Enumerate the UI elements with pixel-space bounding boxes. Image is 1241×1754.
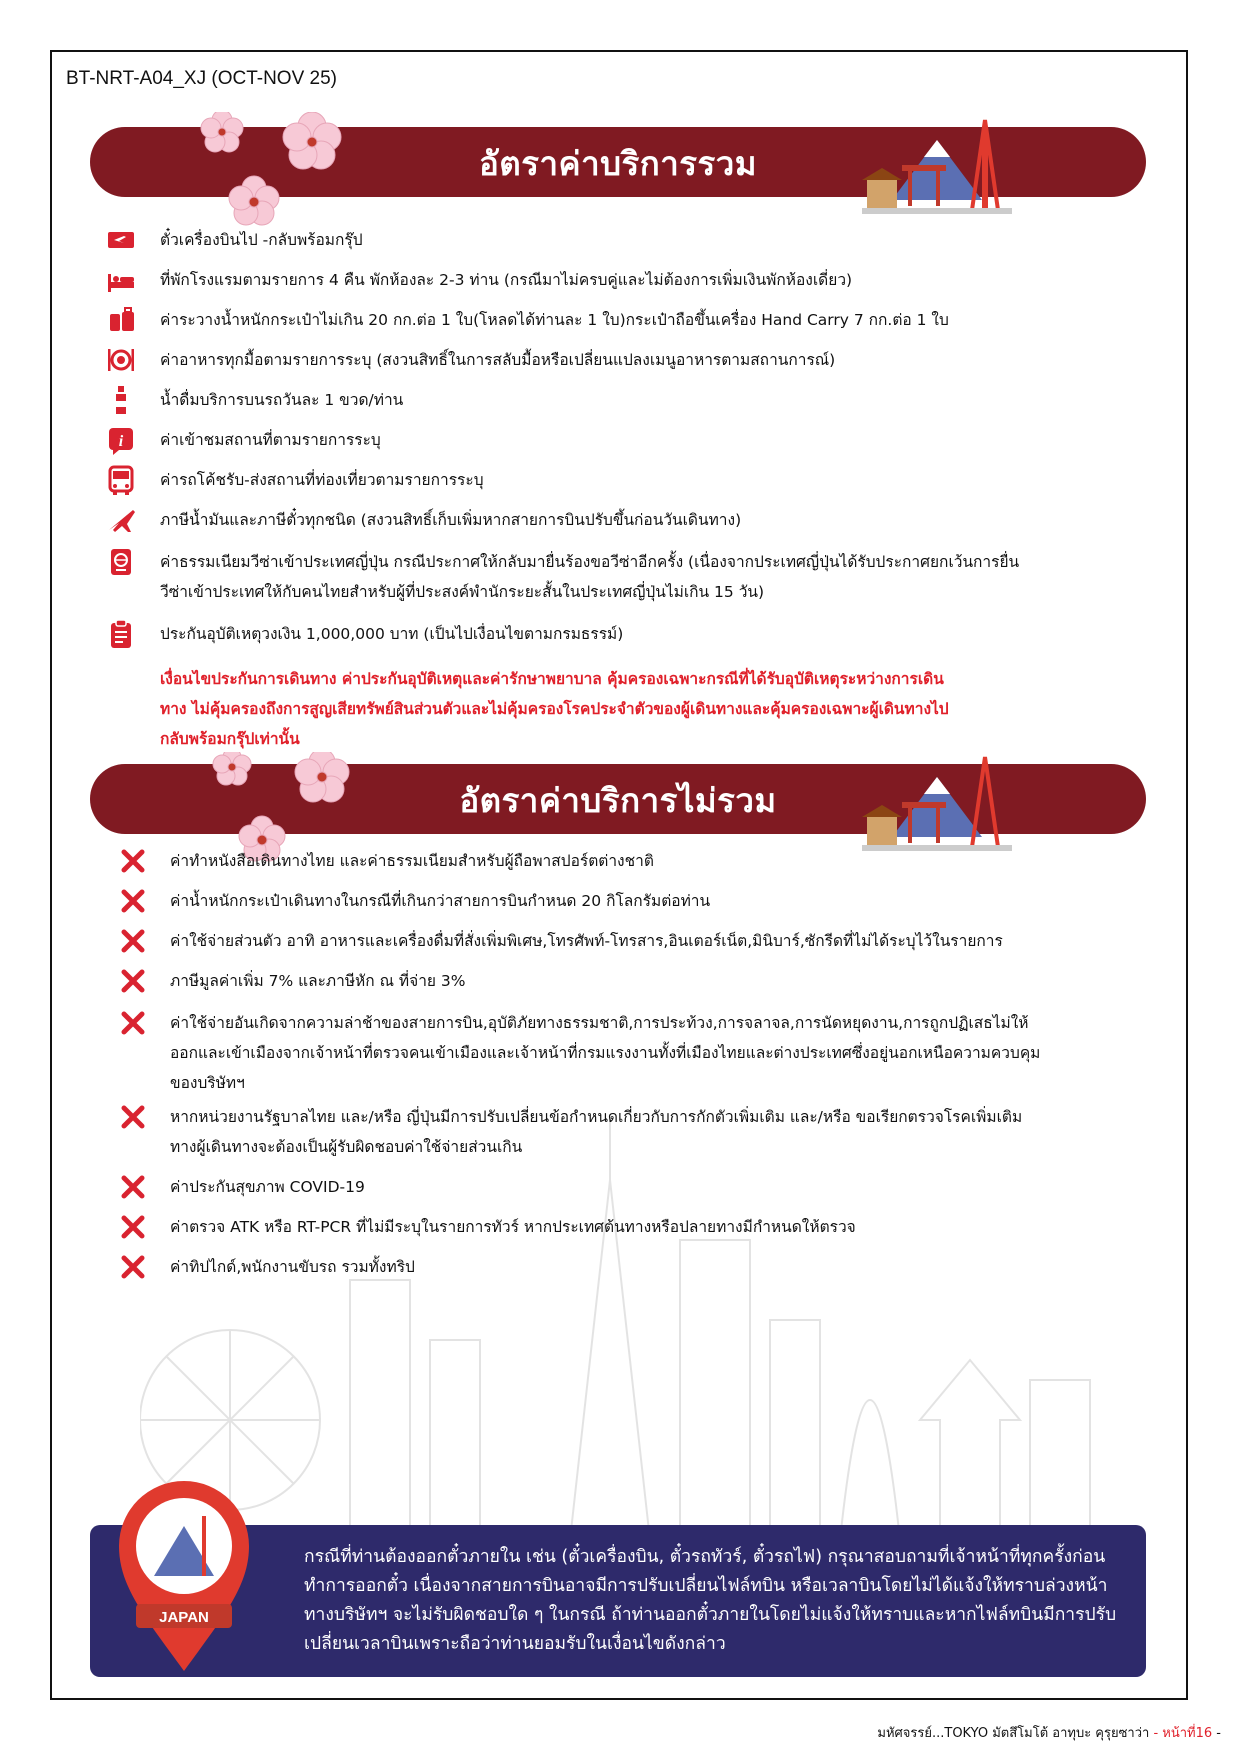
excluded-item-text: หากหน่วยงานรัฐบาลไทย และ/หรือ ญี่ปุ่นมีการปรับเปลี่ยนข้อกำหนดเกี่ยวกับการกักตัวเพิ่มเติม และ/หรือ ขอเรียกตรวจโรคเพิ่มเติม ทางผู้เดินทางจะต้องเป็นผู้รับผิดชอบค่าใช้จ่ายส่วนเกิน: [170, 1108, 1023, 1156]
cherry-blossom-icon: [192, 112, 372, 232]
included-item-text: ตั๋วเครื่องบินไป -กลับพร้อมกรุ๊ป: [160, 231, 363, 249]
page-frame: [50, 50, 1188, 1700]
ticket-icon: [105, 224, 137, 256]
included-title: อัตราค่าบริการรวม: [478, 144, 758, 183]
notice-text: กรณีที่ท่านต้องออกตั๋วภายใน เช่น (ตั๋วเครื่องบิน, ตั๋วรถทัวร์, ตั๋วรถไฟ) กรุณาสอบถามที่เจ้าหน้าที่ทุกครั้งก่อนทำการออกตั๋ว เนื่องจากสายการบินอาจมีการปรับเปลี่ยนไฟล์ทบิน หรือเวลาบินโดยไม่ได้แจ้งให้ทราบล่วงหน้า ทางบริษัทฯ จะไม่รับผิดชอบใด ๆ ในกรณี ถ้าท่านออกตั๋วภายในโดยไม่แจ้งให้ทราบและหากไฟล์ทบินมีการปรับเปลี่ยนเวลาบินเพราะถือว่าท่านยอมรับในเงื่อนไขดังกล่าว: [304, 1547, 1117, 1654]
excluded-item-text: ค่าตรวจ ATK หรือ RT-PCR ที่ไม่มีระบุในรายการทัวร์ หากประเทศต้นทางหรือปลายทางมีกำหนดให้ตรวจ: [170, 1218, 856, 1236]
bed-icon: [105, 264, 137, 296]
included-item-text: ประกันอุบัติเหตุวงเงิน 1,000,000 บาท (เป็นไปเงื่อนไขตามกรมธรรม์): [160, 625, 624, 643]
info-icon: [105, 424, 137, 456]
svg-text:i: i: [118, 433, 124, 450]
japan-landmarks-icon: [862, 110, 1012, 220]
excluded-item-text: ค่าทิปไกด์,พนักงานขับรถ รวมทั้งทริป: [170, 1258, 415, 1276]
bus-icon: [105, 464, 137, 496]
excluded-item-text: ค่าประกันสุขภาพ COVID-19: [170, 1178, 365, 1196]
cross-icon: [120, 848, 146, 874]
excluded-item-text: ค่าทำหนังสือเดินทางไทย และค่าธรรมเนียมสำหรับผู้ถือพาสปอร์ตต่างชาติ: [170, 852, 654, 870]
luggage-icon: [105, 304, 137, 336]
cross-icon: [120, 1214, 146, 1240]
cross-icon: [120, 1174, 146, 1200]
water-bottle-icon: [105, 384, 137, 416]
included-item-text: น้ำดื่มบริการบนรถวันละ 1 ขวด/ท่าน: [160, 391, 404, 409]
footer-tail: -: [1212, 1726, 1221, 1741]
footer-page: หน้าที่16: [1162, 1726, 1213, 1741]
tour-code: BT-NRT-A04_XJ (OCT-NOV 25): [66, 68, 337, 89]
japan-badge: JAPAN: [159, 1609, 209, 1626]
included-item-text: ค่าเข้าชมสถานที่ตามรายการระบุ: [160, 431, 381, 449]
included-item-text: ภาษีน้ำมันและภาษีตั๋วทุกชนิด (สงวนสิทธิ์เก็บเพิ่มหากสายการบินปรับขึ้นก่อนวันเดินทาง): [160, 511, 742, 529]
cross-icon: [120, 888, 146, 914]
cross-icon: [120, 1254, 146, 1280]
footer-sep: -: [1149, 1726, 1163, 1741]
cross-icon: [120, 1010, 146, 1036]
cross-icon: [120, 1104, 146, 1130]
included-item-text: ค่าอาหารทุกมื้อตามรายการระบุ (สงวนสิทธิ์ในการสลับมื้อหรือเปลี่ยนแปลงเมนูอาหารตามสถานการณ์): [160, 351, 836, 369]
japan-pin-icon: [114, 1476, 254, 1676]
clipboard-icon: [105, 618, 137, 650]
included-item-text: ค่าธรรมเนียมวีซ่าเข้าประเทศญี่ปุ่น กรณีประกาศให้กลับมายื่นร้องขอวีซ่าอีกครั้ง (เนื่องจากประเทศญี่ปุ่นได้รับประกาศยกเว้นการยื่นวีซ่าเข้าประเทศให้กับคนไทยสำหรับผู้ที่ประสงค์พำนักระยะสั้นในประเทศญี่ปุ่นไม่เกิน 15 วัน): [160, 553, 1020, 601]
insurance-note: เงื่อนไขประกันการเดินทาง ค่าประกันอุบัติเหตุและค่ารักษาพยาบาล คุ้มครองเฉพาะกรณีที่ได้รับอุบัติเหตุระหว่างการเดินทาง ไม่คุ้มครองถึงการสูญเสียทรัพย์สินส่วนตัวและไม่คุ้มครองโรคประจำตัวของผู้เดินทางและคุ้มครองเฉพาะผู้เดินทางไปกลับพร้อมกรุ๊ปเท่านั้น: [160, 670, 949, 748]
footer-program: มหัศจรรย์...TOKYO มัตสึโมโต้ อาทุบะ คุรุยซาว่า: [877, 1726, 1150, 1741]
cross-icon: [120, 928, 146, 954]
excluded-item-text: ค่าใช้จ่ายส่วนตัว อาทิ อาหารและเครื่องดื่มที่สั่งเพิ่มพิเศษ,โทรศัพท์-โทรสาร,อินเตอร์เน็ต,มินิบาร์,ซักรีดที่ไม่ได้ระบุไว้ในรายการ: [170, 932, 1003, 950]
included-item-text: ที่พักโรงแรมตามรายการ 4 คืน พักห้องละ 2-3 ท่าน (กรณีมาไม่ครบคู่และไม่ต้องการเพิ่มเงินพักห้องเดี่ยว): [160, 271, 853, 289]
excluded-item-text: ค่าน้ำหนักกระเป๋าเดินทางในกรณีที่เกินกว่าสายการบินกำหนด 20 กิโลกรัมต่อท่าน: [170, 892, 711, 910]
page-footer: [877, 1722, 1221, 1743]
excluded-title: อัตราค่าบริการไม่รวม: [459, 781, 777, 820]
included-item-text: ค่ารถโค้ชรับ-ส่งสถานที่ท่องเที่ยวตามรายการระบุ: [160, 471, 484, 489]
excluded-item-text: ภาษีมูลค่าเพิ่ม 7% และภาษีหัก ณ ที่จ่าย 3%: [170, 972, 466, 990]
included-item-text: ค่าระวางน้ำหนักกระเป๋าไม่เกิน 20 กก.ต่อ 1 ใบ(โหลดได้ท่านละ 1 ใบ)กระเป๋าถือขึ้นเครื่อง Hand Carry 7 กก.ต่อ 1 ใบ: [160, 311, 949, 329]
japan-landmarks-icon: [862, 747, 1012, 857]
excluded-item-text: ค่าใช้จ่ายอันเกิดจากความล่าช้าของสายการบิน,อุบัติภัยทางธรรมชาติ,การประท้วง,การจลาจล,การนัดหยุดงาน,การถูกปฏิเสธไม่ให้ออกและเข้าเมืองจากเจ้าหน้าที่ตรวจคนเข้าเมืองและเจ้าหน้าที่กรมแรงงานทั้งที่เมืองไทยและต่างประเทศซึ่งอยู่นอกเหนือความควบคุมของบริษัทฯ: [170, 1014, 1041, 1092]
dining-icon: [105, 344, 137, 376]
cross-icon: [120, 968, 146, 994]
passport-icon: [105, 546, 137, 578]
airplane-icon: [105, 504, 137, 536]
